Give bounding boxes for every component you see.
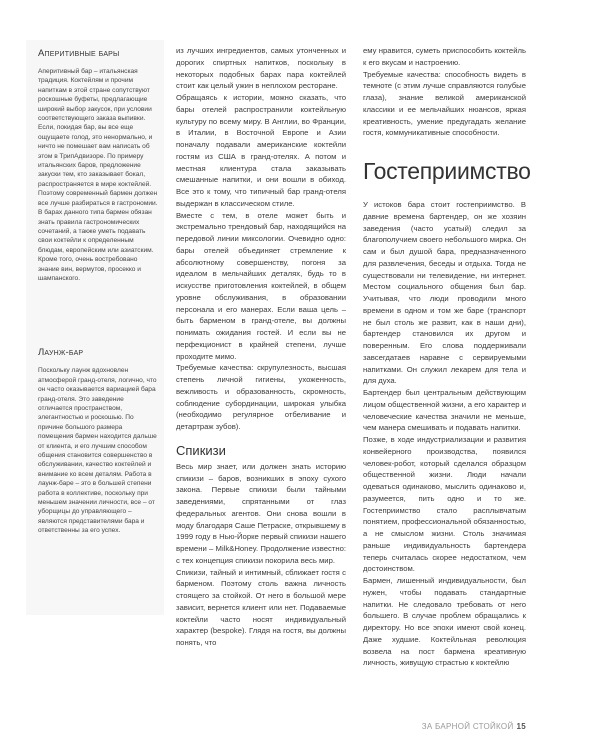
paragraph: Требуемые качества: скрупулезность, высшая степень личной гигиены, ухоженность, вежливость и образованность, скромность, соблюдение субординации, широкая улыбка (необходимо регулярное отбеливание и детартраж зубов). xyxy=(176,363,346,431)
page-number: 15 xyxy=(516,722,526,731)
paragraph: Позже, в ходе индустриализации и развития конвейерного производства, появился человек-робот, который сделался образцом общественной жизни. Люди начали одеваться одинаково, мыслить одинаково и, разумеется, пить одно и то же. Гостеприимство стало расплывчатым понятием, профессиональной обязанностью, а не смыслом жизни. Столь значимая раньше индивидуальность бартендера теперь считалась скорее недостатком, чем достоинством. xyxy=(363,435,526,574)
sidebar-box xyxy=(26,40,164,615)
paragraph: Вместе с тем, в отеле может быть и экстремально трендовый бар, находящийся на передовой линии миксологии. Очевидно одно: бары отелей объединяет стремление к абсолютному совершенству, погоня за идеалом в мельчайших деталях, будь то в искусстве приготовления коктейлей, в общем уровне обслуживания, в образовании персонала и его манерах. Если ваша цель – быть барменом в гранд-отеле, вы должны понимать ожидания гостей. И если вы не перфекционист в крайней степени, лучше проходите мимо. xyxy=(176,210,346,361)
section-heading-speakeasy: Спикизи xyxy=(176,442,226,458)
paragraph: Бартендер был центральным действующим лицом общественной жизни, а его характер и человеческие качества значили не меньше, чем манера смешивать и подавать напитки. xyxy=(363,388,526,433)
paragraph: ему нравится, суметь приспособить коктейль к его вкусам и настроению. xyxy=(363,46,526,67)
paragraph: Требуемые качества: способность видеть в темноте (с этим лучше справляются голубые глаза), знание великой американской классики и ее мельчайших нюансов, яркая креативность, умение предугадать желание гостя, коммуникативные способности. xyxy=(363,69,526,138)
page-footer xyxy=(422,722,526,731)
section-heading-hospitality: Гостеприимство xyxy=(363,158,531,184)
sidebar-heading-lounge: Лаунж-бар xyxy=(38,347,84,359)
paragraph: Весь мир знает, или должен знать историю спикизи – баров, возникших в эпоху сухого закона. Первые спикизи были тайными заведениями, спрятанными от глаз федеральных агентов. Они снова вошли в моду благодаря Саше Петраске, открывшему в 1999 году в Нью-Йорке первый спикизи нашего времени – Milk&Honey. Продолжение известно: с тех концепция спикизи покорила весь мир. xyxy=(176,461,346,565)
sidebar-text-aperitivo: Аперитивный бар – итальянская традиция. Коктейлям и прочим напиткам в этой стране сопутствуют роскошные буфеты, предлагающие широкий выбор закусок, при условии соответствующего заказа выпивки. Если, покидая бар, вы все еще ощущаете голод, это ненормально, и ничто не помешает вам написать об этом в ТрипАдвизоре. По примеру итальянских баров, предложение закуски тем, кто заказывает бокал, распространяется в мире коктейлей. Поэтому современный бармен должен все лучше разбираться в гастрономии. В барах данного типа бармен обязан знать правила гастрономических сочетаний, а также уметь подавать свои коктейли к определенным блюдам, европейским или азиатским. Кроме того, очень востребовано знание вин, вермутов, просекко и шампанского. xyxy=(38,68,158,282)
paragraph: У истоков бара стоит гостеприимство. В давние времена бартендер, он же хозяин заведения (часто усатый) следил за благополучием своего небольшого мирка. Он сам и был душой бара, предназначенного для развлечения, беседы и отдыха. Тогда не существовали ни телевидение, ни интернет. Местом социального общения был бар. Учитывая, что люди проводили много времени в одном и том же баре (транспорт не был столь же развит, как в наши дни), бартендер становился их другом и поверенным. Его слова поддерживали завсегдатаев наравне с сервируемыми напитками. Он служил лекарем для тела и для духа. xyxy=(363,200,526,386)
sidebar-text-lounge: Поскольку лаунж вдохновлен атмосферой гранд-отеля, логично, что он часто оказывается вариацией бара гранд-отеля. Это заведение отличается пространством, элегантностью и роскошью. По причине большого размера помещения бармен находится дальше от клиента, и его лучшим способом общения становится совершенство в обслуживании, качество коктейлей и внимание ко всем деталям. Работа в лаунж-баре – это в большей степени работа в коллективе, поскольку при меньшем значении личности, все – от уборщицы до управляющего – являются представителями бара и ответственны за его успех. xyxy=(38,367,157,535)
middle-column xyxy=(176,45,346,649)
right-column xyxy=(363,45,531,669)
paragraph: из лучших ингредиентов, самых утонченных и дорогих спиртных напитков, поскольку в некоторых подобных барах пара коктейлей стоит как целый ужин в неплохом ресторане. xyxy=(176,46,346,91)
sidebar-heading-aperitivo: Аперитивные бары xyxy=(38,48,120,59)
paragraph: Спикизи, тайный и интимный, сближает гостя с барменом. Поэтому столь важна личность стоящего за стойкой. От него в большой мере зависит, вернется клиент или нет. Подаваемые коктейли часто носят индивидуальный характер (bespoke). Глядя на гостя, вы должны понять, что xyxy=(176,567,346,647)
paragraph: Бармен, лишенный индивидуальности, был нужен, чтобы подавать стандартные напитки. Не следовало требовать от него большего. В случае проблем обращались к директору. Но все эпохи имеют свой конец. Даже худшие. Коктейльная революция возвела на пост бармена креативную личность, живущую страстью к коктейлю xyxy=(363,576,526,668)
paragraph: Обращаясь к истории, можно сказать, что бары отелей распространили коктейльную культуру по всему миру. В Англии, во Франции, в Италии, в Восточной Европе и Азии поначалу подавали американские коктейли гостям из США в гранд-отелях. А потом и местная клиентура стала заказывать смешанные напитки, и они вошли в обиход. Все это к тому, что типичный бар гранд-отеля выдержан в классическом стиле. xyxy=(176,93,346,208)
running-title: ЗА БАРНОЙ СТОЙКОЙ xyxy=(421,722,514,731)
